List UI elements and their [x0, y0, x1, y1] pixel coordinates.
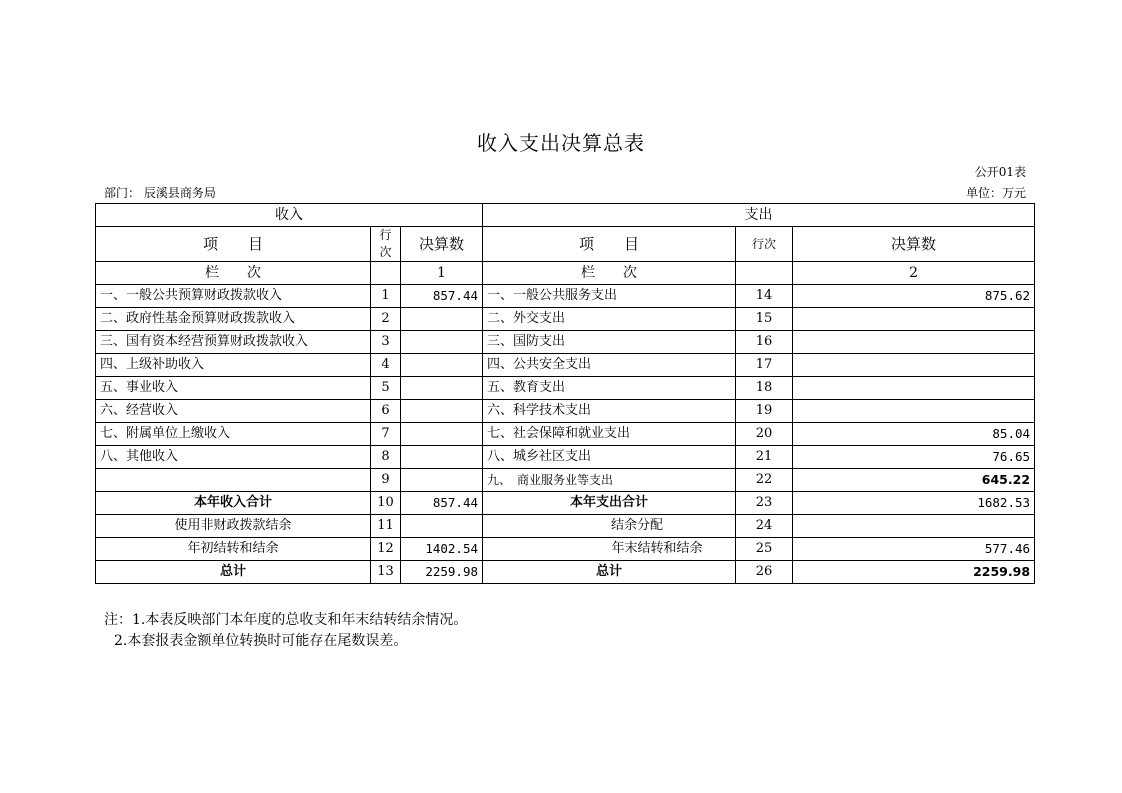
income-row-number: 10 [371, 492, 401, 515]
table-row [96, 331, 1035, 354]
expense-row-number: 22 [736, 469, 793, 492]
expense-lanci-label: 栏 次 [483, 262, 736, 285]
income-amount [401, 446, 483, 469]
total-row [96, 538, 1035, 561]
expense-row-number: 21 [736, 446, 793, 469]
footnote: 2.本套报表金额单位转换时可能存在尾数误差。 [114, 633, 408, 649]
expense-amount [793, 377, 1035, 400]
income-amount [401, 308, 483, 331]
income-amount [401, 331, 483, 354]
expense-total-label: 本年支出合计 [483, 492, 736, 515]
expense-amount: 76.65 [793, 446, 1035, 469]
expense-amount [793, 308, 1035, 331]
section-header-row [96, 204, 1035, 227]
income-amount [401, 377, 483, 400]
expense-row-number: 23 [736, 492, 793, 515]
income-row-number: 13 [371, 561, 401, 584]
expense-item: 七、社会保障和就业支出 [483, 423, 736, 446]
income-row-number: 11 [371, 515, 401, 538]
income-row-number: 2 [371, 308, 401, 331]
table-row [96, 400, 1035, 423]
table-row [96, 446, 1035, 469]
income-lanci-rowno [371, 262, 401, 285]
income-row-number: 8 [371, 446, 401, 469]
department-label: 部门： 辰溪县商务局 [104, 186, 216, 200]
income-item: 八、其他收入 [96, 446, 371, 469]
income-amount: 857.44 [401, 285, 483, 308]
table-row [96, 285, 1035, 308]
expense-item: 五、教育支出 [483, 377, 736, 400]
income-row-number: 6 [371, 400, 401, 423]
expense-item: 六、科学技术支出 [483, 400, 736, 423]
table-row [96, 308, 1035, 331]
footnotes [104, 610, 467, 652]
income-item: 五、事业收入 [96, 377, 371, 400]
expense-amount [793, 515, 1035, 538]
income-amount [401, 469, 483, 492]
income-grand-total-label: 总计 [96, 561, 371, 584]
income-row-number: 3 [371, 331, 401, 354]
footnote: 注：1.本表反映部门本年度的总收支和年末结转结余情况。 [104, 612, 468, 628]
income-section-header: 收入 [96, 204, 483, 227]
column-header-row [96, 227, 1035, 262]
expense-amount: 577.46 [793, 538, 1035, 561]
expense-amount [793, 354, 1035, 377]
expense-item: 九、 商业服务业等支出 [483, 469, 736, 492]
income-amount: 857.44 [401, 492, 483, 515]
expense-item: 三、国防支出 [483, 331, 736, 354]
expense-amount: 645.22 [793, 469, 1035, 492]
expense-total-label: 年末结转和结余 [483, 538, 736, 561]
table-row [96, 469, 1035, 492]
expense-rowno-header: 行次 [736, 227, 793, 262]
expense-row-number: 26 [736, 561, 793, 584]
income-total-label: 本年收入合计 [96, 492, 371, 515]
expense-amount [793, 400, 1035, 423]
expense-row-number: 20 [736, 423, 793, 446]
expense-row-number: 15 [736, 308, 793, 331]
income-item: 二、政府性基金预算财政拨款收入 [96, 308, 371, 331]
income-expense-table [95, 203, 1035, 584]
income-item [96, 469, 371, 492]
expense-lanci-rowno [736, 262, 793, 285]
income-col-number: 1 [401, 262, 483, 285]
income-rowno-header: 行 次 [371, 227, 401, 262]
income-item: 七、附属单位上缴收入 [96, 423, 371, 446]
expense-item: 二、外交支出 [483, 308, 736, 331]
expense-item: 四、公共安全支出 [483, 354, 736, 377]
expense-total-label: 结余分配 [483, 515, 736, 538]
income-item: 六、经营收入 [96, 400, 371, 423]
income-lanci-label: 栏 次 [96, 262, 371, 285]
income-item: 三、国有资本经营预算财政拨款收入 [96, 331, 371, 354]
expense-section-header: 支出 [483, 204, 1035, 227]
expense-item: 八、城乡社区支出 [483, 446, 736, 469]
income-row-number: 7 [371, 423, 401, 446]
page-title: 收入支出决算总表 [477, 131, 645, 155]
unit-label: 单位：万元 [965, 186, 1026, 200]
table-row [96, 377, 1035, 400]
income-amount [401, 423, 483, 446]
income-amount [401, 354, 483, 377]
expense-amount-header: 决算数 [793, 227, 1035, 262]
income-total-label: 使用非财政拨款结余 [96, 515, 371, 538]
income-amount [401, 515, 483, 538]
income-amount: 2259.98 [401, 561, 483, 584]
income-row-number: 12 [371, 538, 401, 561]
expense-row-number: 25 [736, 538, 793, 561]
income-item: 一、一般公共预算财政拨款收入 [96, 285, 371, 308]
total-row [96, 515, 1035, 538]
expense-col-number: 2 [793, 262, 1035, 285]
column-number-row [96, 262, 1035, 285]
expense-row-number: 24 [736, 515, 793, 538]
expense-amount: 2259.98 [793, 561, 1035, 584]
income-amount [401, 400, 483, 423]
expense-amount [793, 331, 1035, 354]
table-row [96, 423, 1035, 446]
expense-grand-total-label: 总计 [483, 561, 736, 584]
income-row-number: 5 [371, 377, 401, 400]
expense-row-number: 17 [736, 354, 793, 377]
expense-item-header: 项 目 [483, 227, 736, 262]
expense-row-number: 18 [736, 377, 793, 400]
expense-item: 一、一般公共服务支出 [483, 285, 736, 308]
expense-amount: 1682.53 [793, 492, 1035, 515]
income-amount: 1402.54 [401, 538, 483, 561]
income-total-label: 年初结转和结余 [96, 538, 371, 561]
expense-row-number: 19 [736, 400, 793, 423]
income-item: 四、上级补助收入 [96, 354, 371, 377]
expense-row-number: 14 [736, 285, 793, 308]
income-row-number: 4 [371, 354, 401, 377]
form-code: 公开01表 [974, 165, 1026, 179]
grand-total-row [96, 561, 1035, 584]
total-row [96, 492, 1035, 515]
expense-amount: 85.04 [793, 423, 1035, 446]
income-row-number: 9 [371, 469, 401, 492]
income-row-number: 1 [371, 285, 401, 308]
table-row [96, 354, 1035, 377]
expense-amount: 875.62 [793, 285, 1035, 308]
income-amount-header: 决算数 [401, 227, 483, 262]
income-item-header: 项 目 [96, 227, 371, 262]
expense-row-number: 16 [736, 331, 793, 354]
